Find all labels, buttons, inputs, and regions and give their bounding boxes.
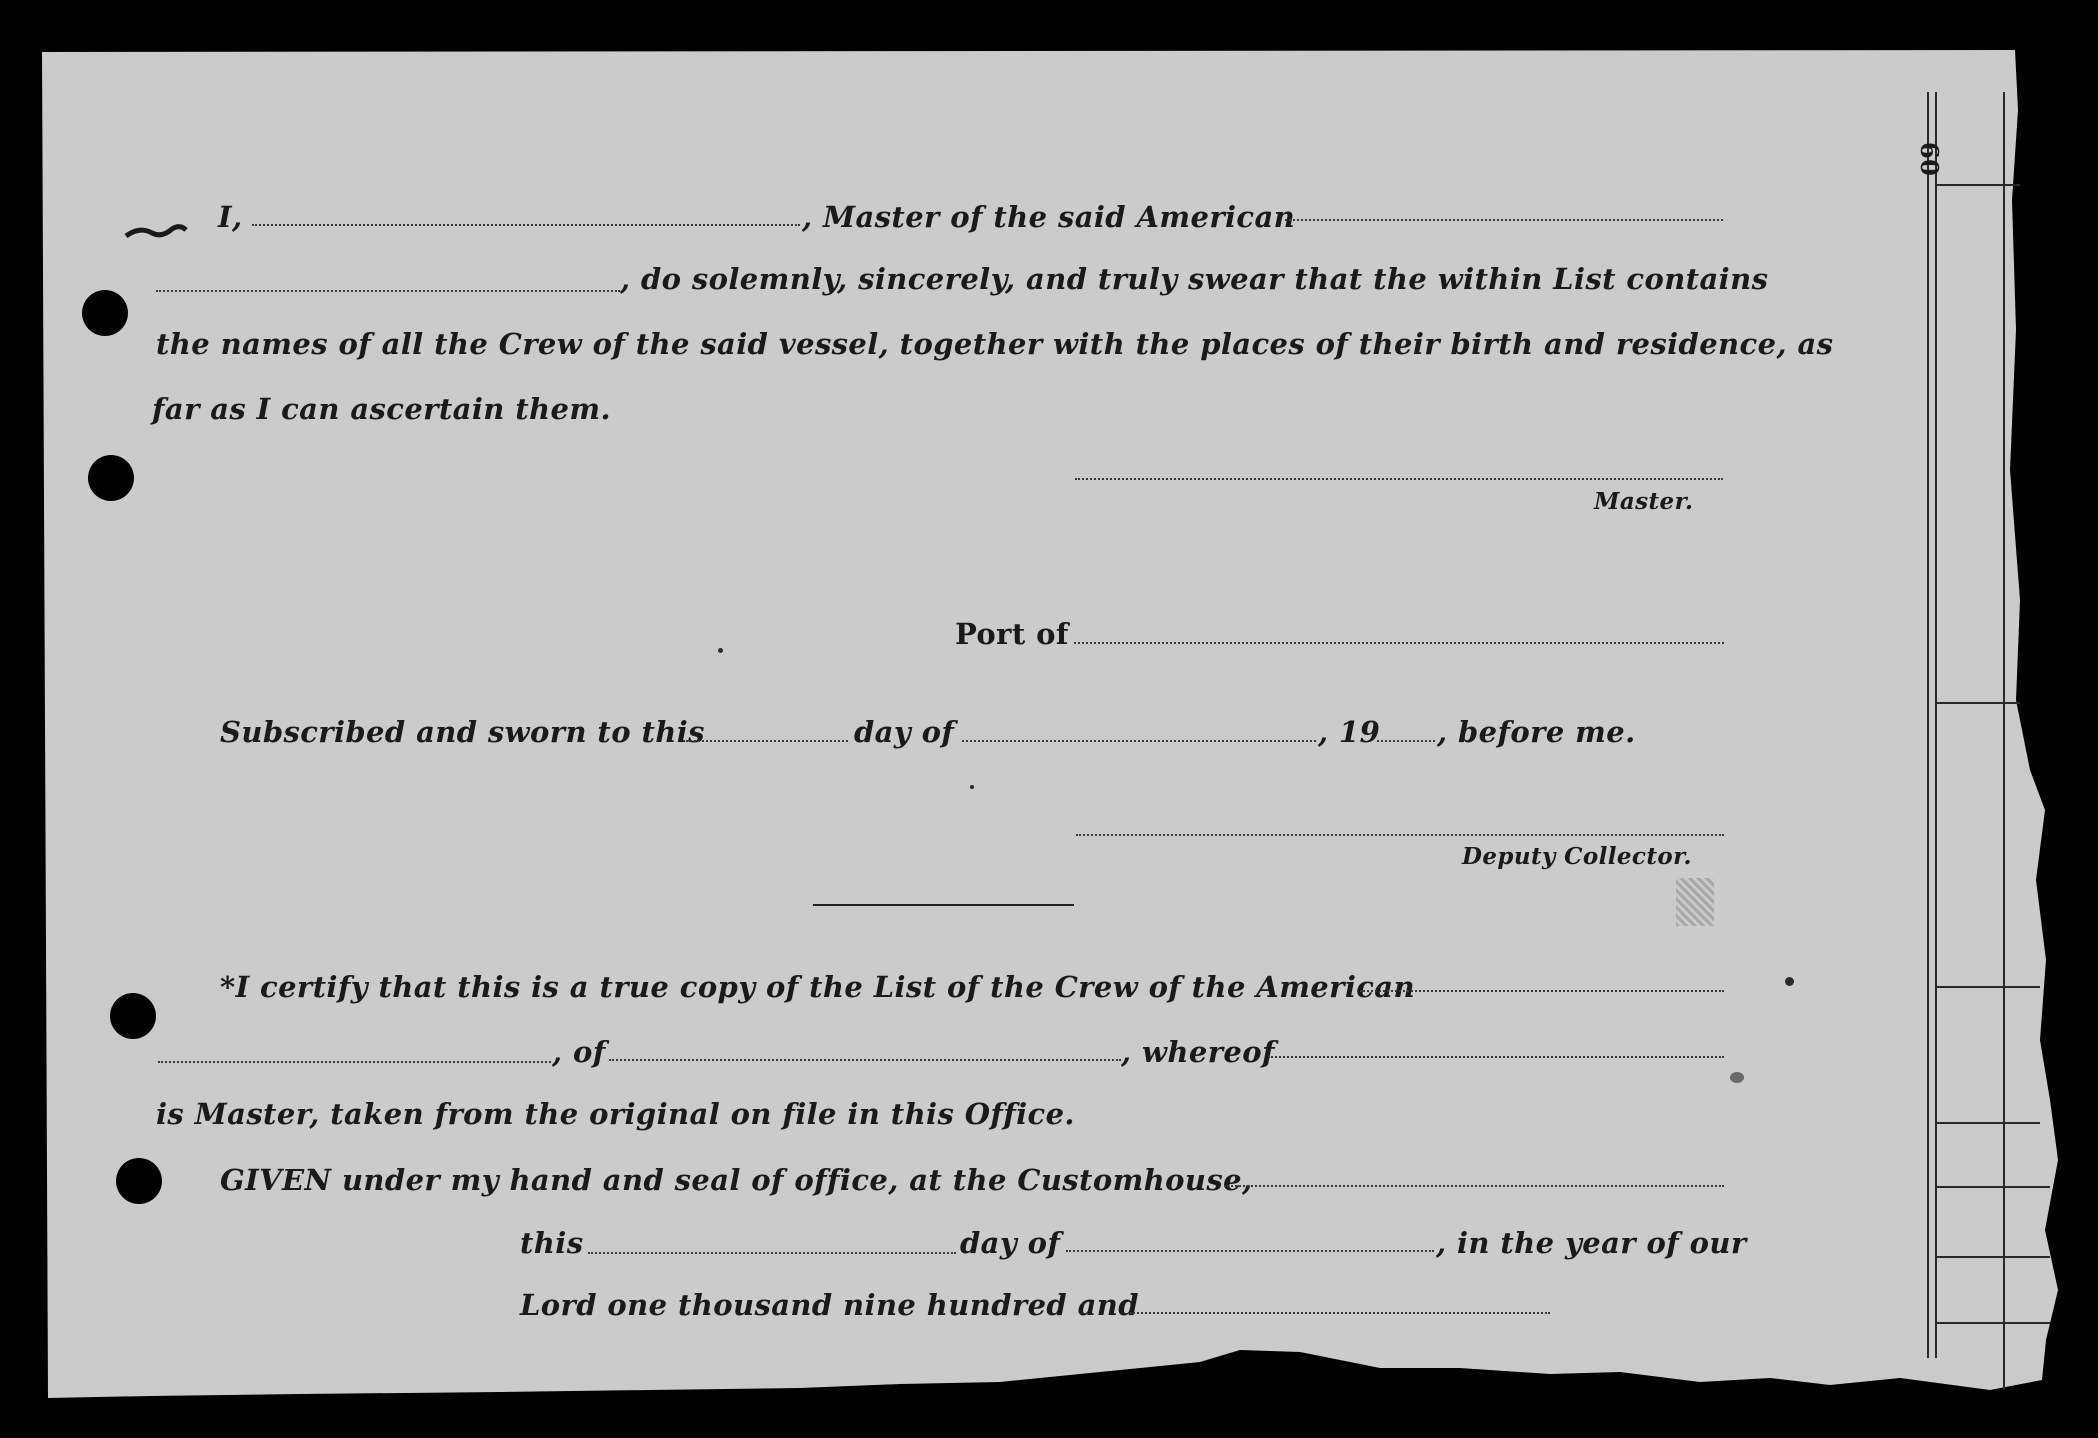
given-this: this	[520, 1226, 584, 1260]
subscribed-text: Subscribed and sworn to this	[220, 715, 705, 749]
subscribed-day-blank	[686, 740, 848, 742]
certify-port-blank	[609, 1059, 1121, 1061]
subscribed-before-me: , before me.	[1437, 715, 1636, 749]
oath-master-of: , Master of the said American	[802, 200, 1296, 234]
punch-hole	[88, 455, 134, 501]
given-year-of-our: , in the year of our	[1436, 1226, 1747, 1260]
given-lord: Lord one thousand nine hundred and	[520, 1288, 1139, 1322]
ink-speck	[1785, 977, 1794, 986]
subscribed-month-blank	[962, 740, 1316, 742]
section-divider	[813, 904, 1074, 906]
port-of-label: Port of	[955, 617, 1069, 651]
given-year-blank	[1130, 1312, 1550, 1314]
ink-speck	[1730, 1072, 1744, 1083]
deputy-collector-label: Deputy Collector.	[1462, 843, 1692, 870]
stamp-mark	[1676, 878, 1714, 926]
punch-hole	[110, 993, 156, 1039]
master-name-blank	[252, 224, 800, 226]
vessel-name-blank	[156, 290, 620, 292]
customhouse-blank	[1224, 1185, 1724, 1187]
certify-of: , of	[552, 1035, 606, 1069]
certify-master-blank	[1268, 1056, 1724, 1058]
certify-whereof: , whereof	[1121, 1035, 1275, 1069]
vessel-type-blank	[1285, 219, 1723, 221]
master-label: Master.	[1594, 488, 1694, 515]
certify-line3: is Master, taken from the original on file in this Office.	[156, 1097, 1075, 1131]
ink-speck	[718, 648, 723, 653]
given-text: GIVEN under my hand and seal of office, at the Customhouse,	[220, 1163, 1253, 1197]
ink-speck	[970, 785, 974, 789]
subscribed-day-of: day of	[854, 715, 955, 749]
certify-line1: *I certify that this is a true copy of the List of the Crew of the American	[220, 970, 1415, 1004]
oath-i: I,	[218, 200, 243, 234]
subscribed-year-blank	[1377, 740, 1435, 742]
page-number: 60	[1915, 142, 1944, 177]
port-blank	[1074, 642, 1724, 644]
given-month-blank	[1066, 1250, 1434, 1252]
oath-line4: far as I can ascertain them.	[152, 392, 611, 426]
given-day-of: day of	[960, 1226, 1061, 1260]
subscribed-nineteen: , 19	[1318, 715, 1381, 749]
punch-hole	[116, 1158, 162, 1204]
punch-hole	[82, 290, 128, 336]
certify-vessel-name-blank	[158, 1061, 551, 1063]
oath-do-solemnly: , do solemnly, sincerely, and truly swear that the within List contains	[620, 262, 1769, 296]
deputy-signature-blank	[1076, 834, 1724, 836]
master-signature-blank	[1075, 478, 1723, 480]
certify-vessel-type-blank	[1360, 990, 1724, 992]
given-day-blank	[588, 1252, 956, 1254]
oath-line3: the names of all the Crew of the said vessel, together with the places of their birth and residence, as	[156, 327, 1834, 361]
